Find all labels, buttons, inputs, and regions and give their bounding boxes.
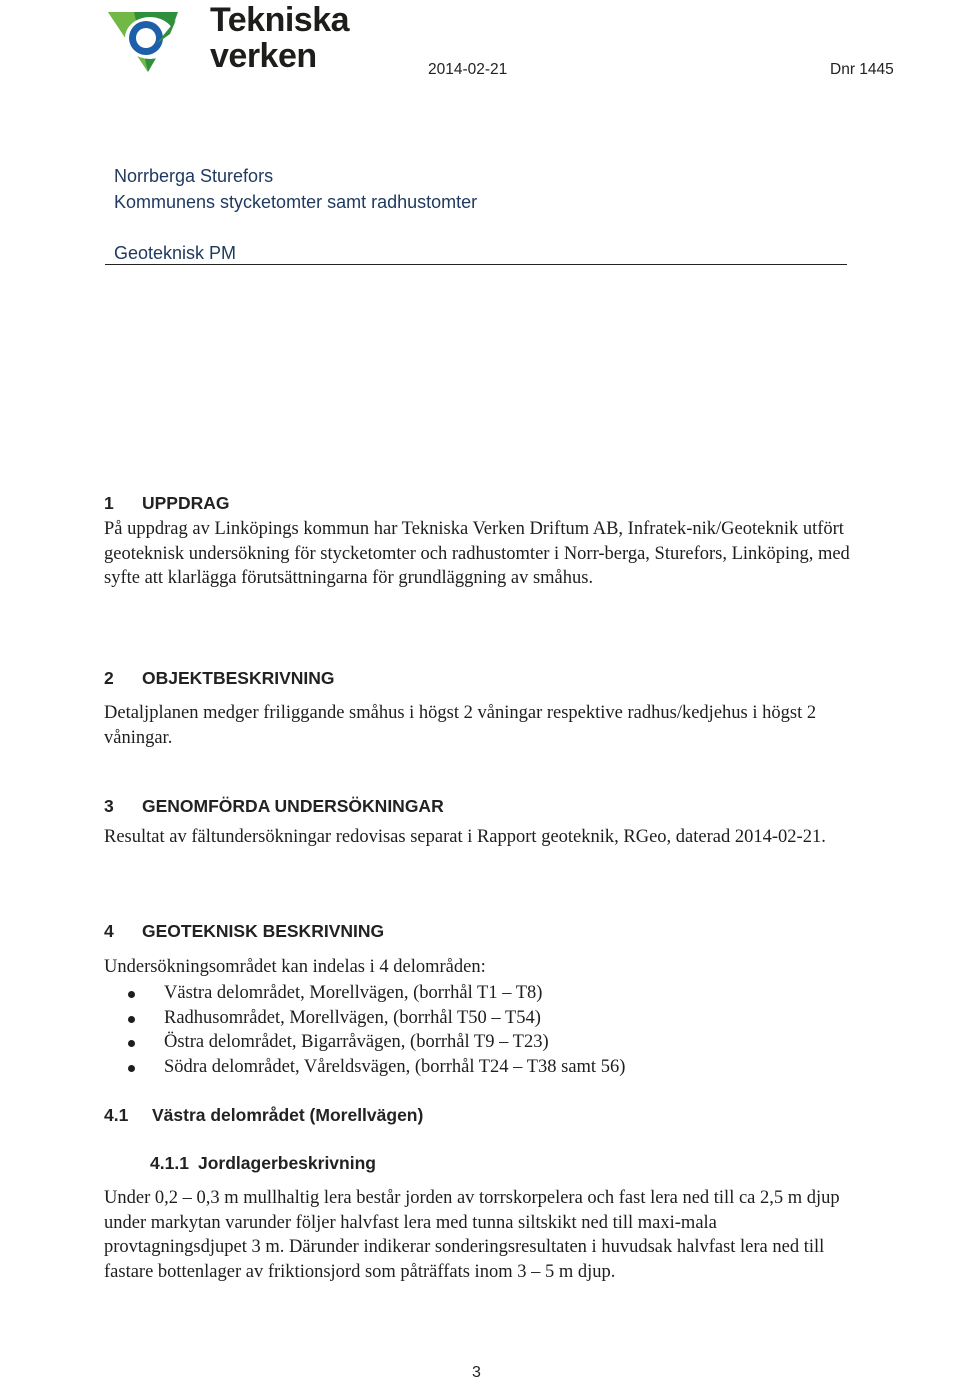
list-item-text: Södra delområdet, Våreldsvägen, (borrhål T24 – T38 samt 56) <box>164 1056 626 1077</box>
section-number: 4 <box>104 921 114 941</box>
section-title: UPPDRAG <box>142 493 230 513</box>
section-title: Västra delområdet (Morellvägen) <box>152 1105 424 1125</box>
section-2-text: Detaljplanen medger friliggande småhus i högst 2 våningar respektive radhus/kedjehus i högst 2 våningar. <box>104 703 817 748</box>
section-4-1-heading <box>104 1105 423 1126</box>
section-1-heading <box>104 493 230 514</box>
section-number: 2 <box>104 668 114 688</box>
section-4-intro: Undersökningsområdet kan indelas i 4 delområden: <box>104 957 486 977</box>
section-title: OBJEKTBESKRIVNING <box>142 668 335 688</box>
section-number: 4.1 <box>104 1105 129 1125</box>
list-item <box>104 1030 625 1055</box>
list-item <box>104 1055 625 1080</box>
list-item-text: Västra delområdet, Morellvägen, (borrhål T1 – T8) <box>164 983 543 1003</box>
tekniska-verken-logo-icon <box>104 4 204 76</box>
section-title: GENOMFÖRDA UNDERSÖKNINGAR <box>142 796 444 816</box>
section-1-text: På uppdrag av Linköpings kommun har Tekniska Verken Driftum AB, Infratek-nik/Geoteknik utfört geoteknisk undersökning för stycketomter och radhustomter i Norr-berga, Sturefors, Linköping, med syfte att klarlägga förutsättningarna för grundläggning av småhus. <box>104 519 850 588</box>
list-item-text: Radhusområdet, Morellvägen, (borrhål T50 – T54) <box>164 1007 541 1028</box>
document-date: 2014-02-21 <box>428 61 508 78</box>
section-number: 3 <box>104 796 114 816</box>
title-divider <box>105 264 847 265</box>
brand-name <box>210 2 349 74</box>
section-number: 4.1.1 <box>150 1153 189 1173</box>
bullet-icon <box>128 1040 135 1047</box>
section-number: 1 <box>104 493 114 513</box>
project-title: Norrberga Sturefors <box>114 166 274 186</box>
section-4-1-1-text: Under 0,2 – 0,3 m mullhaltig lera består jorden av torrskorpelera och fast lera ned till ca 2,5 m djup under markytan varunder följer halvfast lera med tunna siltskikt ned till maxi-mala provtagningsdjupet 3 m. Därunder indikerar sonderingsresultaten i huvudsak halvfast lera ned till fastare bottenlager av friktionsjord som påträffats inom 3 – 5 m djup. <box>104 1188 840 1282</box>
company-logo <box>104 4 204 76</box>
section-3-text: Resultat av fältundersökningar redovisas separat i Rapport geoteknik, RGeo, daterad 2014-02-21. <box>104 827 826 847</box>
bullet-icon <box>128 1016 135 1023</box>
document-type: Geoteknisk PM <box>114 243 237 263</box>
bullet-icon <box>128 991 135 998</box>
brand-line-2: verken <box>210 37 317 75</box>
section-title: Jordlagerbeskrivning <box>198 1153 376 1173</box>
list-item <box>104 1006 625 1031</box>
list-item-text: Östra delområdet, Bigarråvägen, (borrhål T9 – T23) <box>164 1032 549 1053</box>
section-4-1-1-heading <box>150 1153 376 1174</box>
project-subtitle: Kommunens stycketomter samt radhustomter <box>114 192 478 212</box>
section-3-heading <box>104 796 444 817</box>
page-number: 3 <box>472 1364 481 1381</box>
section-2-heading <box>104 668 335 689</box>
brand-line-1: Tekniska <box>210 1 350 39</box>
bullet-icon <box>128 1065 135 1072</box>
list-item <box>104 981 625 1006</box>
section-4-heading <box>104 921 384 942</box>
section-title: GEOTEKNISK BESKRIVNING <box>142 921 385 941</box>
document-number: Dnr 1445 <box>830 61 894 78</box>
subarea-list <box>104 981 625 1079</box>
